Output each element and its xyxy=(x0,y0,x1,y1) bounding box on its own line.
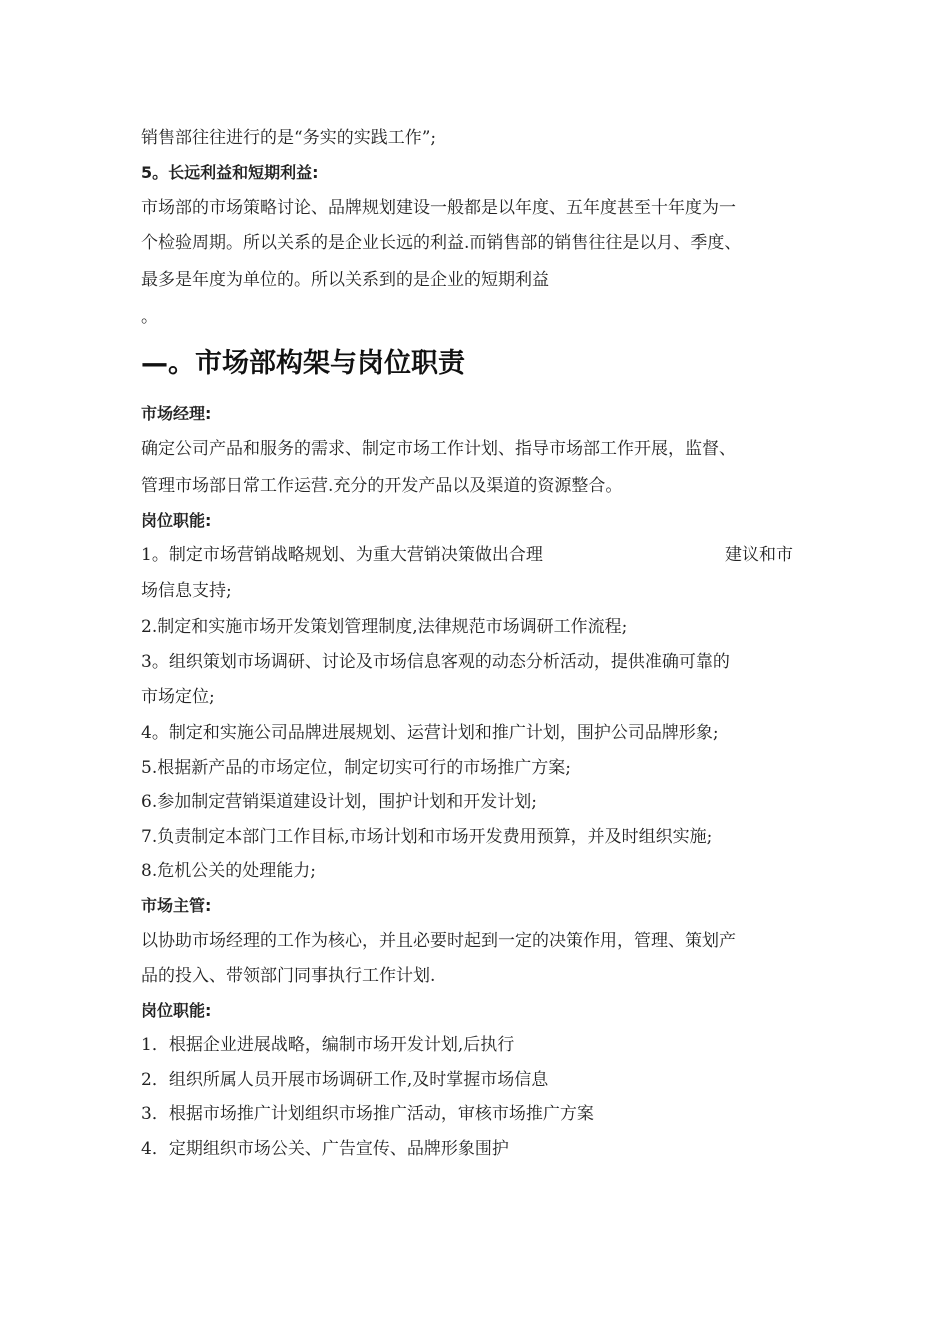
paragraph-line: 市场部的市场策略讨论、品牌规划建设一般都是以年度、五年度甚至十年度为一 xyxy=(141,198,736,218)
supervisor-duties-heading: 岗位职能: xyxy=(141,1001,212,1020)
intro-line: 销售部往往进行的是“务实的实践工作”; xyxy=(141,128,437,148)
heading-long-short-term: 5。长远利益和短期利益: xyxy=(141,163,319,182)
manager-heading: 市场经理: xyxy=(141,404,212,423)
manager-desc-line: 确定公司产品和服务的需求、制定市场工作计划、指导市场部工作开展，监督、 xyxy=(141,439,736,459)
duty-text-continued: 建议和市 xyxy=(725,545,793,565)
duty-text: 1。制定市场营销战略规划、为重大营销决策做出合理 xyxy=(141,545,543,565)
manager-duty-item: 5.根据新产品的市场定位，制定切实可行的市场推广方案; xyxy=(141,758,571,778)
manager-duty-item: 7.负责制定本部门工作目标,市场计划和市场开发费用预算，并及时组织实施; xyxy=(141,827,713,847)
supervisor-duty-item: 3．根据市场推广计划组织市场推广活动，审核市场推广方案 xyxy=(141,1104,594,1124)
manager-duty-item: 3。组织策划市场调研、讨论及市场信息客观的动态分析活动，提供准确可靠的 xyxy=(141,652,730,672)
supervisor-heading: 市场主管: xyxy=(141,896,212,915)
supervisor-duty-item: 2．组织所属人员开展市场调研工作,及时掌握市场信息 xyxy=(141,1070,549,1090)
manager-duty-item: 8.危机公关的处理能力; xyxy=(141,861,316,881)
supervisor-desc-line: 品的投入、带领部门同事执行工作计划. xyxy=(141,966,436,986)
paragraph-line: 最多是年度为单位的。所以关系到的是企业的短期利益 xyxy=(141,270,549,290)
manager-duties-heading: 岗位职能: xyxy=(141,511,212,530)
manager-duty-continuation: 场信息支持; xyxy=(141,581,232,601)
supervisor-duty-item: 1．根据企业进展战略，编制市场开发计划,后执行 xyxy=(141,1035,515,1055)
manager-duty-item: 2.制定和实施市场开发策划管理制度,法律规范市场调研工作流程; xyxy=(141,617,628,637)
manager-duty-item: 6.参加制定营销渠道建设计划，围护计划和开发计划; xyxy=(141,792,537,812)
supervisor-desc-line: 以协助市场经理的工作为核心，并且必要时起到一定的决策作用，管理、策划产 xyxy=(141,931,736,951)
manager-duty-item: 4。制定和实施公司品牌进展规划、运营计划和推广计划，围护公司品牌形象; xyxy=(141,723,719,743)
paragraph-line: 个检验周期。所以关系的是企业长远的利益.而销售部的销售往往是以月、季度、 xyxy=(141,233,742,253)
trailing-punctuation: 。 xyxy=(141,307,158,327)
section-title: —。市场部构架与岗位职责 xyxy=(141,348,465,379)
manager-desc-line: 管理市场部日常工作运营.充分的开发产品以及渠道的资源整合。 xyxy=(141,476,623,496)
manager-duty-continuation: 市场定位; xyxy=(141,687,215,707)
supervisor-duty-item: 4．定期组织市场公关、广告宣传、品牌形象围护 xyxy=(141,1139,509,1159)
